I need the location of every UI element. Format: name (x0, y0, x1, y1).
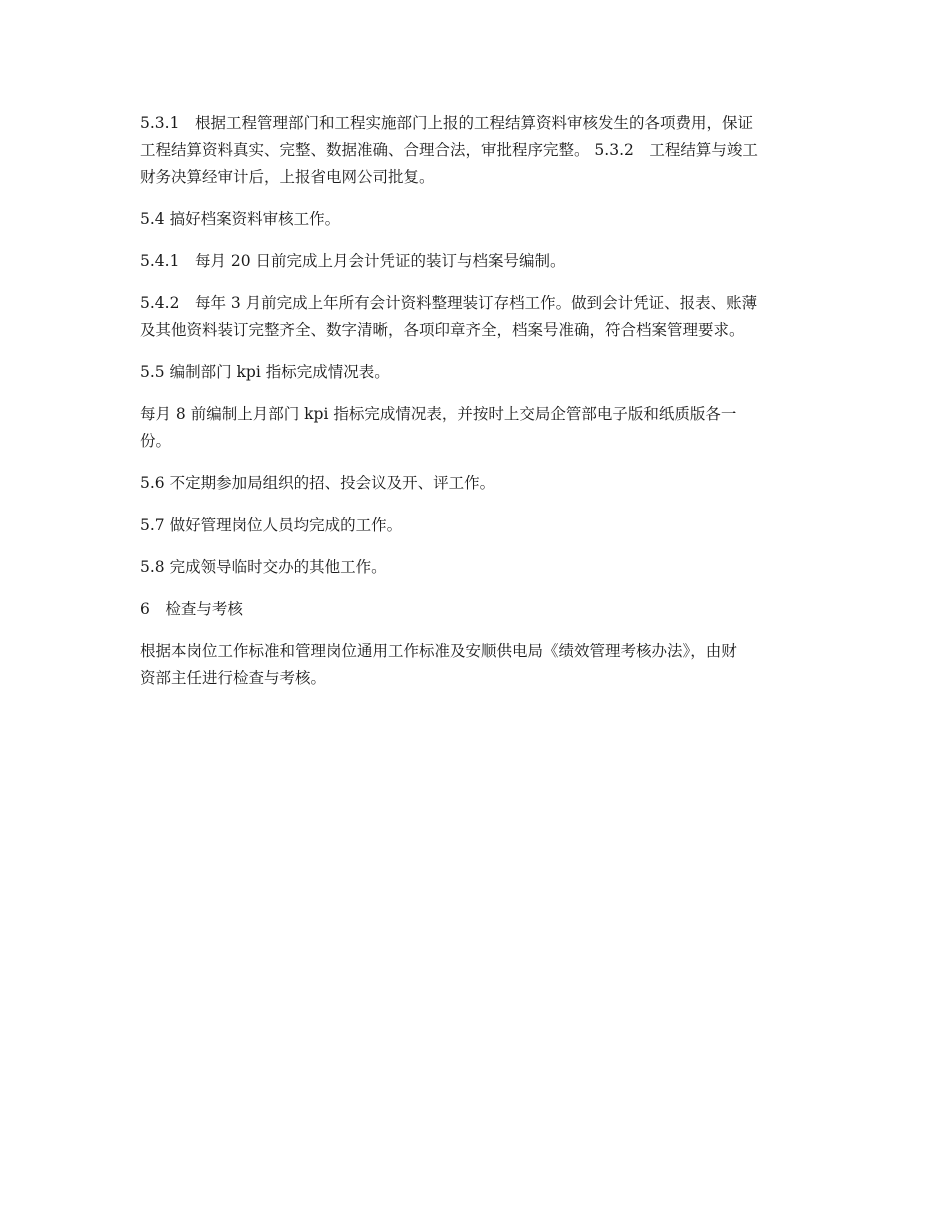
paragraph-5-4-2 (140, 290, 812, 344)
paragraph-5-7 (140, 512, 812, 539)
text-line: 5.7 做好管理岗位人员均完成的工作。 (140, 516, 403, 534)
text-line: 5.4.2 每年 3 月前完成上年所有会计资料整理装订存档工作。做到会计凭证、报表、账薄 (140, 294, 758, 312)
paragraph-5-4-1 (140, 248, 812, 275)
text-line: 5.4.1 每月 20 日前完成上月会计凭证的装订与档案号编制。 (140, 252, 566, 270)
text-line: 每月 8 前编制上月部门 kpi 指标完成情况表，并按时上交局企管部电子版和纸质版各一 (140, 405, 737, 423)
text-line: 财务决算经审计后，上报省电网公司批复。 (140, 168, 435, 186)
text-line: 5.3.1 根据工程管理部门和工程实施部门上报的工程结算资料审核发生的各项费用，保证 (140, 114, 753, 132)
heading-5-5 (140, 359, 812, 386)
text-line: 5.5 编制部门 kpi 指标完成情况表。 (140, 363, 390, 381)
paragraph-5-5-body (140, 401, 812, 455)
text-line: 根据本岗位工作标准和管理岗位通用工作标准及安顺供电局《绩效管理考核办法》，由财 (140, 642, 737, 660)
paragraph-5-3-1 (140, 110, 812, 191)
text-line: 份。 (140, 432, 172, 450)
text-line: 5.4 搞好档案资料审核工作。 (140, 210, 341, 228)
text-line: 6 检查与考核 (140, 600, 243, 618)
text-line: 及其他资料装订完整齐全、数字清晰，各项印章齐全，档案号准确，符合档案管理要求。 (140, 321, 745, 339)
text-line: 资部主任进行检查与考核。 (140, 669, 327, 687)
paragraph-5-8 (140, 554, 812, 581)
text-line: 5.6 不定期参加局组织的招、投会议及开、评工作。 (140, 474, 496, 492)
text-line: 工程结算资料真实、完整、数据准确、合理合法，审批程序完整。 5.3.2 工程结算与竣工 (140, 141, 758, 159)
heading-5-4 (140, 206, 812, 233)
heading-6 (140, 596, 812, 623)
paragraph-6-body (140, 638, 812, 692)
text-line: 5.8 完成领导临时交办的其他工作。 (140, 558, 387, 576)
paragraph-5-6 (140, 470, 812, 497)
document-page (140, 110, 812, 707)
